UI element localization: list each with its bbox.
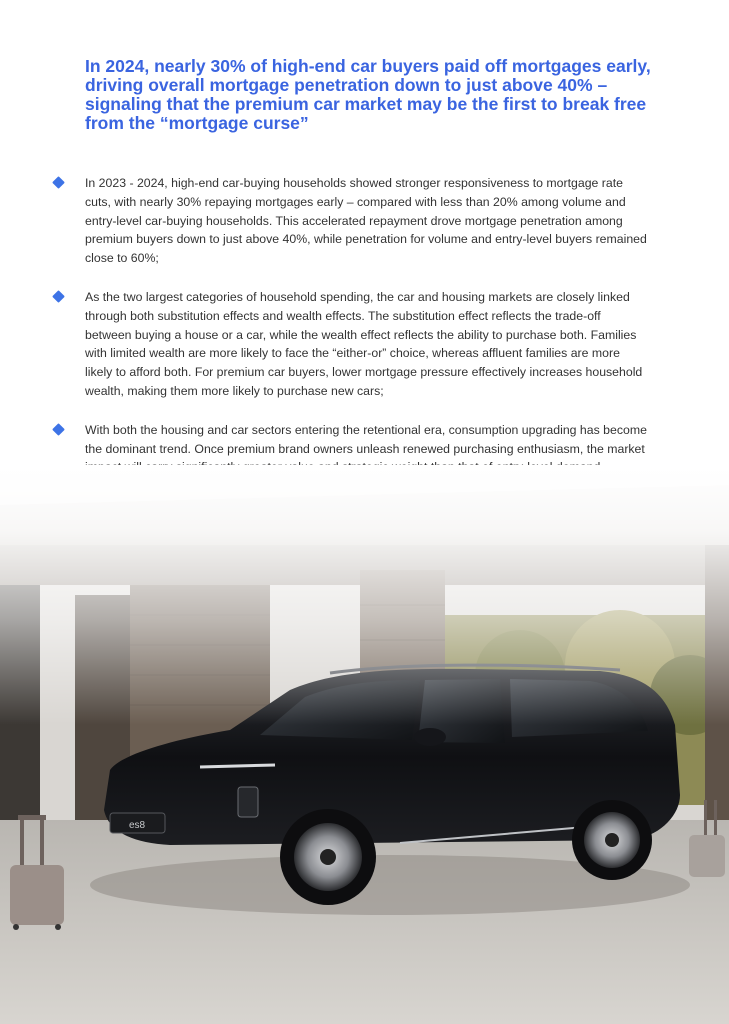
photo-fade-overlay: [0, 465, 729, 725]
bullet-text: In 2023 - 2024, high-end car-buying households showed stronger responsiveness to mortgage rate cuts, with nearly 30% repaying mortgages early – compared with less than 20% among volume and entry-level car-buying households. This accelerated repayment drove mortgage penetration among premium buyers down to just above 40%, while penetration for volume and entry-level buyers remained close to 60%;: [85, 176, 647, 266]
front-wheel: [280, 809, 376, 905]
diamond-bullet-icon: [52, 423, 65, 436]
bullet-item: [50, 174, 650, 268]
bullet-list: [50, 174, 650, 497]
rear-wheel: [572, 800, 652, 880]
bullet-text: With both the housing and car sectors entering the retentional era, consumption upgrading has become the dominant trend. Once premium brand owners unleash renewed purchasing enthusiasm, the market: [85, 422, 647, 456]
diamond-bullet-icon: [52, 290, 65, 303]
car-photo: [0, 465, 729, 1024]
bullet-item: [50, 288, 650, 401]
bullet-text: As the two largest categories of household spending, the car and housing markets are closely linked through both substitution effects and wealth effects. The substitution effect reflects the trade-off between buying a house or a car, while the wealth effect reflects the ability to purchase both. Families with limited wealth are more likely to face the “either-or” choice, whereas affluent families are more likely to afford both. For premium car buyers, lower mortgage pressure effectively increases household wealth, making them more likely to purchase new cars;: [85, 289, 643, 398]
plate-text: es8: [128, 820, 146, 831]
page-headline: In 2024, nearly 30% of high-end car buyers paid off mortgages early, driving overall mortgage penetration down to just above 40% – signaling that the premium car market may be the first to break free from the “mortgage curse”: [85, 56, 651, 133]
diamond-bullet-icon: [52, 176, 65, 189]
